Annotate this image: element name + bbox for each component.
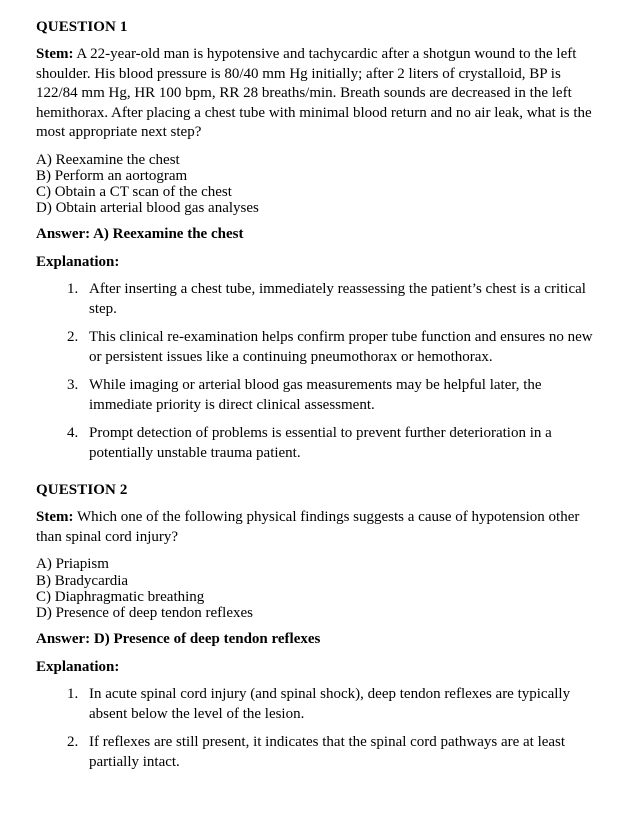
question-2-stem [36,508,606,547]
question-2-option-a[interactable]: A) Priapism [36,556,109,573]
question-1-heading: QUESTION 1 [36,19,128,35]
question-1-options [36,152,606,217]
question-2-option-c[interactable]: C) Diaphragmatic breathing [36,588,205,605]
question-block-1 [36,18,606,463]
list-item: 2. If reflexes are still present, it indicates that the spinal cord pathways are at least partially intact. [82,733,606,772]
question-1-stem [36,45,606,143]
question-2-stem-label: Stem: [36,509,74,526]
question-1-explanation-list [36,280,606,463]
question-1-answer: Answer: A) Reexamine the chest [36,226,244,243]
question-1-stem-label: Stem: [36,46,74,62]
question-1-option-a[interactable]: A) Reexamine the chest [36,151,180,168]
question-2-options [36,556,606,621]
list-item: 4. Prompt detection of problems is essential to prevent further deterioration in a potentially unstable trauma patient. [82,424,606,463]
question-2-answer: Answer: D) Presence of deep tendon reflexes [36,631,321,648]
list-item: 3. While imaging or arterial blood gas measurements may be helpful later, the immediate priority is direct clinical assessment. [82,376,606,415]
list-item: 1. In acute spinal cord injury (and spinal shock), deep tendon reflexes are typically absent below the level of the lesion. [82,685,606,724]
question-1-stem-text: A 22-year-old man is hypotensive and tachycardic after a shotgun wound to the left shoulder. His blood pressure is 80/40 mm Hg initially; after 2 liters of crystalloid, BP is 122/84 mm Hg, HR 100 bpm, RR 28 breaths/min. Breath sounds are decreased in the left hemithorax. After placing a chest tube with minimal blood return and no air leak, what is the most appropriate next step? [36,46,592,140]
question-1-option-d[interactable]: D) Obtain arterial blood gas analyses [36,200,259,217]
question-2-explanation-heading: Explanation: [36,659,120,676]
question-2-heading: QUESTION 2 [36,482,128,499]
question-1-option-c[interactable]: C) Obtain a CT scan of the chest [36,183,232,200]
list-item: 1. After inserting a chest tube, immediately reassessing the patient’s chest is a critical step. [82,280,606,319]
question-2-stem-text: Which one of the following physical findings suggests a cause of hypotension other than spinal cord injury? [36,509,580,545]
question-2-option-d[interactable]: D) Presence of deep tendon reflexes [36,604,253,621]
question-2-option-b[interactable]: B) Bradycardia [36,572,129,589]
question-2-explanation-list [36,685,606,772]
section-spacer [36,473,606,481]
question-block-2 [36,481,606,772]
question-1-explanation-heading: Explanation: [36,254,120,271]
question-1-option-b[interactable]: B) Perform an aortogram [36,167,188,184]
list-item: 2. This clinical re-examination helps confirm proper tube function and ensures no new or persistent issues like a continuing pneumothorax or hemothorax. [82,328,606,367]
